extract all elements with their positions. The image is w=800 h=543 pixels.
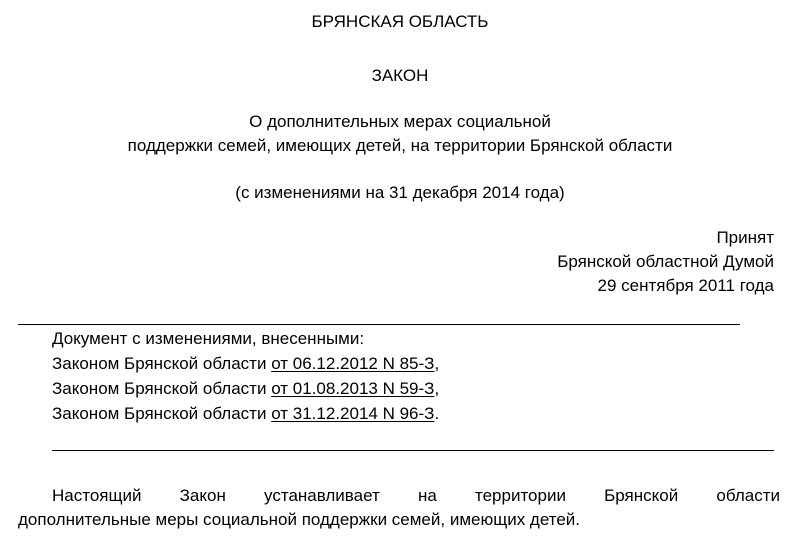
adoption-line-1: Принят bbox=[716, 228, 774, 247]
change-item-suffix: . bbox=[434, 404, 440, 423]
change-item bbox=[52, 352, 439, 375]
change-item-prefix: Законом Брянской области bbox=[52, 354, 272, 373]
change-item bbox=[52, 402, 439, 425]
document-type: ЗАКОН bbox=[371, 66, 429, 85]
amendment-link[interactable]: от 01.08.2013 N 59-З bbox=[271, 379, 435, 398]
change-item-prefix: Законом Брянской области bbox=[52, 379, 272, 398]
amendment-link[interactable]: от 06.12.2012 N 85-З bbox=[271, 354, 435, 373]
bottom-divider bbox=[52, 450, 774, 451]
change-item-prefix: Законом Брянской области bbox=[52, 404, 272, 423]
adoption-date: 29 сентября 2011 года bbox=[597, 276, 774, 295]
change-item bbox=[52, 377, 439, 400]
adoption-line-2: Брянской областной Думой bbox=[557, 252, 774, 271]
amendment-link[interactable]: от 31.12.2014 N 96-З bbox=[271, 404, 435, 423]
changes-heading: Документ с изменениями, внесенными: bbox=[52, 329, 365, 348]
body-paragraph-line-2: дополнительные меры социальной поддержки семей, имеющих детей. bbox=[18, 510, 580, 529]
revision-note: (с изменениями на 31 декабря 2014 года) bbox=[235, 183, 565, 202]
change-item-suffix: , bbox=[434, 379, 440, 398]
region-heading: БРЯНСКАЯ ОБЛАСТЬ bbox=[311, 12, 489, 31]
law-title-line-1: О дополнительных мерах социальной bbox=[249, 112, 551, 131]
body-paragraph-line-1: Настоящий Закон устанавливает на территории Брянской области bbox=[52, 486, 780, 505]
top-divider bbox=[18, 324, 740, 325]
change-item-suffix: , bbox=[434, 354, 440, 373]
law-title-line-2: поддержки семей, имеющих детей, на территории Брянской области bbox=[127, 136, 673, 155]
